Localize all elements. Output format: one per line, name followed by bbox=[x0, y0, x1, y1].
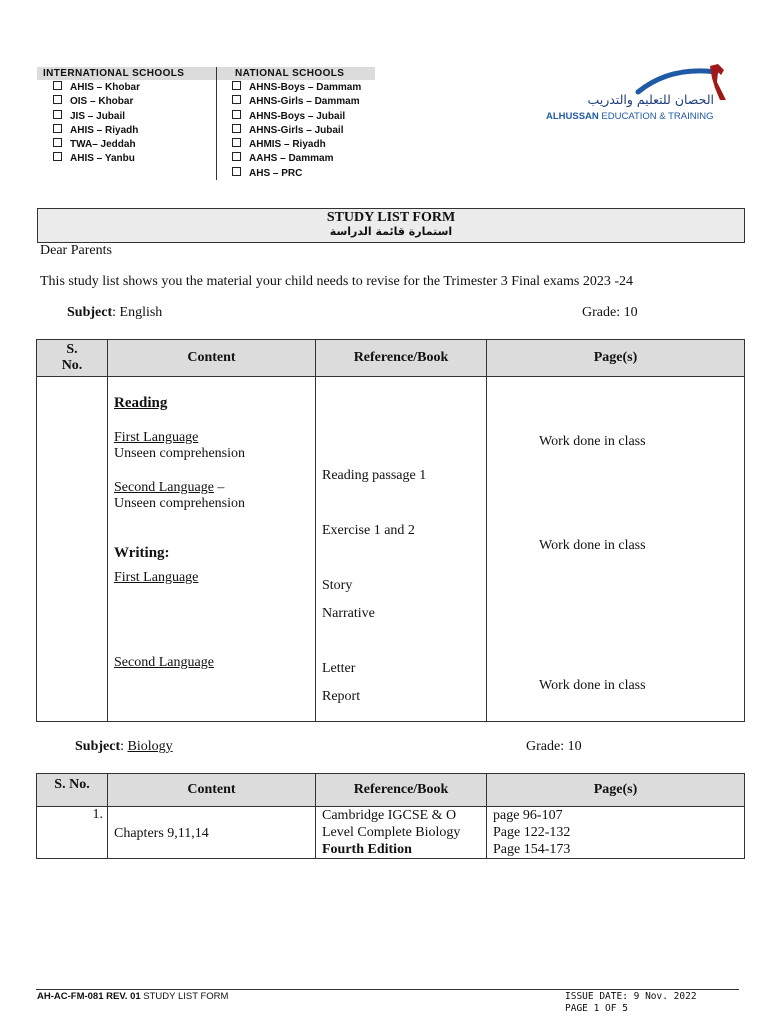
checkbox-icon[interactable] bbox=[232, 95, 241, 104]
col-pages: Page(s) bbox=[487, 774, 745, 807]
reference-item: Reading passage 1 bbox=[322, 468, 427, 483]
school-item: AAHS – Dammam bbox=[232, 152, 375, 166]
school-item: AHNS-Boys – Dammam bbox=[232, 81, 375, 95]
first-language-writing: First Language bbox=[114, 570, 199, 585]
logo-brand: ALHUSSAN EDUCATION & TRAINING bbox=[546, 111, 714, 122]
form-title: STUDY LIST FORM bbox=[326, 210, 456, 225]
intro-text: This study list shows you the material your child needs to revise for the Trimester 3 Final exams 2023 -24 bbox=[40, 274, 633, 289]
english-pages-cell bbox=[487, 377, 745, 722]
school-item: AHIS – Khobar bbox=[53, 81, 217, 95]
school-item: AHMIS – Riyadh bbox=[232, 138, 375, 152]
national-schools-list bbox=[217, 80, 375, 181]
checkbox-icon[interactable] bbox=[53, 124, 62, 133]
second-language-writing: Second Language bbox=[114, 655, 214, 670]
english-subject: English bbox=[119, 305, 163, 320]
reference-item: Exercise 1 and 2 bbox=[322, 523, 415, 538]
reference-item: Narrative bbox=[322, 606, 375, 621]
unseen-comprehension-2: Unseen comprehension bbox=[114, 496, 246, 511]
school-item: AHIS – Riyadh bbox=[53, 124, 217, 138]
pages-item: Work done in class bbox=[539, 678, 646, 693]
international-schools-title: INTERNATIONAL SCHOOLS bbox=[37, 67, 217, 80]
col-content: Content bbox=[108, 340, 316, 377]
second-language-line: Second Language – bbox=[114, 480, 225, 495]
footer-issue-date: ISSUE DATE: 9 Nov. 2022 bbox=[565, 991, 697, 1002]
reference-item: Letter bbox=[322, 661, 356, 676]
pages-item: Work done in class bbox=[539, 538, 646, 553]
col-sno: S. No. bbox=[37, 774, 108, 807]
school-item: OIS – Khobar bbox=[53, 95, 217, 109]
alhussan-logo bbox=[540, 62, 735, 126]
col-content: Content bbox=[108, 774, 316, 807]
biology-subject-line: Subject: Biology bbox=[75, 739, 173, 754]
form-title-box bbox=[37, 208, 745, 243]
unseen-comprehension-1: Unseen comprehension bbox=[114, 446, 246, 461]
writing-heading: Writing: bbox=[114, 545, 170, 561]
first-language-label: First Language bbox=[114, 430, 199, 445]
checkbox-icon[interactable] bbox=[232, 138, 241, 147]
pages-item: Work done in class bbox=[539, 434, 646, 449]
checkbox-icon[interactable] bbox=[232, 110, 241, 119]
logo-arabic-text: الحصان للتعليم والتدريب bbox=[587, 92, 714, 107]
reference-item: Story bbox=[322, 578, 353, 593]
reading-heading: Reading bbox=[114, 395, 168, 411]
checkbox-icon[interactable] bbox=[53, 110, 62, 119]
biology-study-table bbox=[36, 773, 745, 859]
biology-sno-cell: 1. bbox=[37, 807, 108, 859]
reference-item: Report bbox=[322, 689, 361, 704]
checkbox-icon[interactable] bbox=[232, 81, 241, 90]
english-subject-line: Subject: English bbox=[67, 305, 163, 320]
english-content-cell bbox=[108, 377, 316, 722]
col-sno: S. No. bbox=[37, 340, 108, 377]
checkbox-icon[interactable] bbox=[53, 152, 62, 161]
school-item: AHNS-Boys – Jubail bbox=[232, 110, 375, 124]
form-title-arabic: استمارة قائمة الدراسة bbox=[329, 225, 453, 238]
biology-reference-cell: Cambridge IGCSE & O Level Complete Biology Fourth Edition bbox=[316, 807, 487, 859]
international-schools-list bbox=[37, 80, 217, 167]
school-item: AHNS-Girls – Jubail bbox=[232, 124, 375, 138]
school-item: AHS – PRC bbox=[232, 167, 375, 181]
school-item: TWA– Jeddah bbox=[53, 138, 217, 152]
col-reference: Reference/Book bbox=[316, 340, 487, 377]
international-schools-block bbox=[37, 67, 217, 167]
school-item: AHNS-Girls – Dammam bbox=[232, 95, 375, 109]
footer-form-code: AH-AC-FM-081 REV. 01 STUDY LIST FORM bbox=[37, 991, 229, 1002]
checkbox-icon[interactable] bbox=[232, 124, 241, 133]
checkbox-icon[interactable] bbox=[53, 81, 62, 90]
footer-page-number: PAGE 1 OF 5 bbox=[565, 1003, 628, 1014]
english-sno-cell bbox=[37, 377, 108, 722]
checkbox-icon[interactable] bbox=[53, 95, 62, 104]
col-pages: Page(s) bbox=[487, 340, 745, 377]
english-study-table bbox=[36, 339, 745, 722]
biology-grade: Grade: 10 bbox=[526, 739, 582, 754]
english-grade: Grade: 10 bbox=[582, 305, 638, 320]
checkbox-icon[interactable] bbox=[232, 152, 241, 161]
biology-content-cell: Chapters 9,11,14 bbox=[108, 807, 316, 859]
footer-rule bbox=[36, 989, 739, 990]
biology-pages-cell: page 96-107 Page 122-132 Page 154-173 bbox=[487, 807, 745, 859]
checkbox-icon[interactable] bbox=[53, 138, 62, 147]
checkbox-icon[interactable] bbox=[232, 167, 241, 176]
biology-subject: Biology bbox=[127, 739, 173, 754]
national-schools-title: NATIONAL SCHOOLS bbox=[217, 67, 375, 80]
greeting: Dear Parents bbox=[40, 243, 112, 258]
col-reference: Reference/Book bbox=[316, 774, 487, 807]
school-item: AHIS – Yanbu bbox=[53, 152, 217, 166]
english-reference-cell bbox=[316, 377, 487, 722]
school-item: JIS – Jubail bbox=[53, 110, 217, 124]
national-schools-block bbox=[217, 67, 375, 181]
